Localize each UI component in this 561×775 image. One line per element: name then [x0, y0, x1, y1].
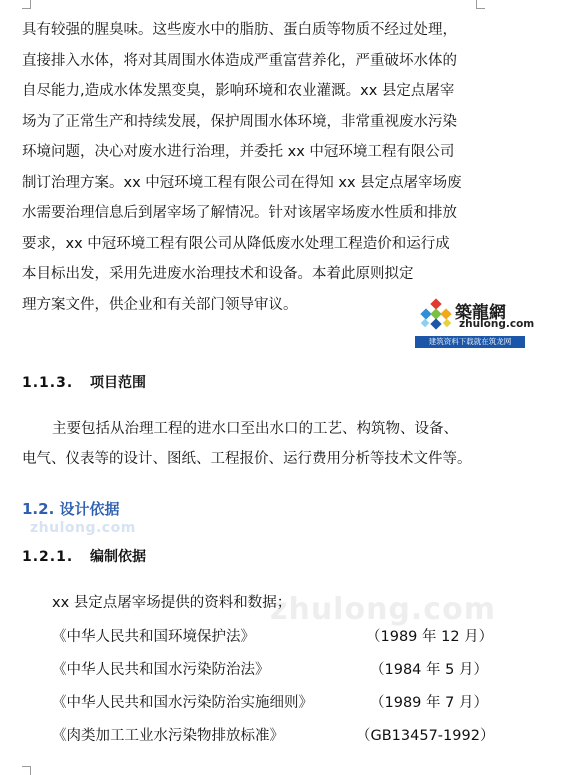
reference-title: 《肉类加工工业水污染物排放标准》 [52, 728, 284, 744]
logo-tagline: 建筑资料下载就在筑龙网 [415, 336, 525, 348]
section-number: 1.2.1. [22, 549, 74, 565]
reference-date: （GB13457-1992） [356, 728, 495, 744]
section-heading-1-2-1 [22, 546, 146, 566]
text-line: xx 县定点屠宰场提供的资料和数据； [52, 595, 292, 611]
text-line: 本目标出发，采用先进废水治理技术和设备。本着此原则拟定 [22, 266, 414, 282]
logo-name-en: zhulong.com [459, 318, 535, 330]
text-line: 要求，xx 中冠环境工程有限公司从降低废水处理工程造价和运行成 [22, 235, 450, 252]
section-title: 编制依据 [90, 549, 146, 565]
text-line: 具有较强的腥臭味。这些废水中的脂肪、蛋白质等物质不经过处理， [22, 22, 457, 38]
zhulong-logo-icon [418, 298, 454, 334]
section-number: 1.1.3. [22, 375, 74, 391]
text-line: 环境问题，决心对废水进行治理，并委托 xx 中冠环境工程有限公司 [22, 144, 455, 160]
scope-paragraph-cont [22, 444, 472, 475]
reference-date: （1989 年 7 月） [370, 695, 488, 711]
reference-title: 《中华人民共和国环境保护法》 [52, 629, 255, 645]
zhulong-logo [415, 296, 535, 346]
text-line: 水需要治理信息后到屠宰场了解情况。针对该屠宰场废水性质和排放 [22, 205, 457, 221]
reference-title: 《中华人民共和国水污染防治法》 [52, 662, 270, 678]
text-line: 主要包括从治理工程的进水口至出水口的工艺、构筑物、设备、 [52, 421, 458, 437]
text-line: 理方案文件，供企业和有关部门领导审议。 [22, 296, 298, 313]
section-title: 项目范围 [90, 375, 146, 391]
reference-date: （1989 年 12 月） [366, 629, 494, 645]
reference-title: 《中华人民共和国水污染防治实施细则》 [52, 695, 313, 711]
text-line: 自尽能力,造成水体发黑变臭，影响环境和农业灌溉。xx 县定点屠宰 [22, 83, 455, 99]
intro-paragraph [22, 15, 472, 320]
margin-corner-mark [476, 0, 485, 9]
section-heading-1-2: 1.2. 设计依据 [22, 500, 120, 518]
text-line: 电气、仪表等的设计、图纸、工程报价、运行费用分析等技术文件等。 [22, 451, 472, 467]
text-line: 场为了正常生产和持续发展，保护周围水体环境，非常重视废水污染 [22, 113, 457, 130]
margin-corner-mark [22, 766, 31, 775]
basis-intro [52, 588, 502, 619]
margin-corner-mark [22, 0, 31, 9]
reference-date: （1984 年 5 月） [370, 662, 488, 678]
section-heading-1-1-3 [22, 372, 146, 392]
scope-paragraph [52, 414, 502, 445]
watermark-large: zhulong.com [270, 592, 496, 627]
logo-name-cn: 築龍網 [455, 303, 506, 323]
watermark-small: zhulong.com [30, 520, 136, 536]
text-line: 制订治理方案。xx 中冠环境工程有限公司在得知 xx 县定点屠宰场废 [22, 174, 462, 191]
text-line: 直接排入水体，将对其周围水体造成严重富营养化，严重破坏水体的 [22, 52, 457, 69]
logo-box [415, 296, 535, 336]
